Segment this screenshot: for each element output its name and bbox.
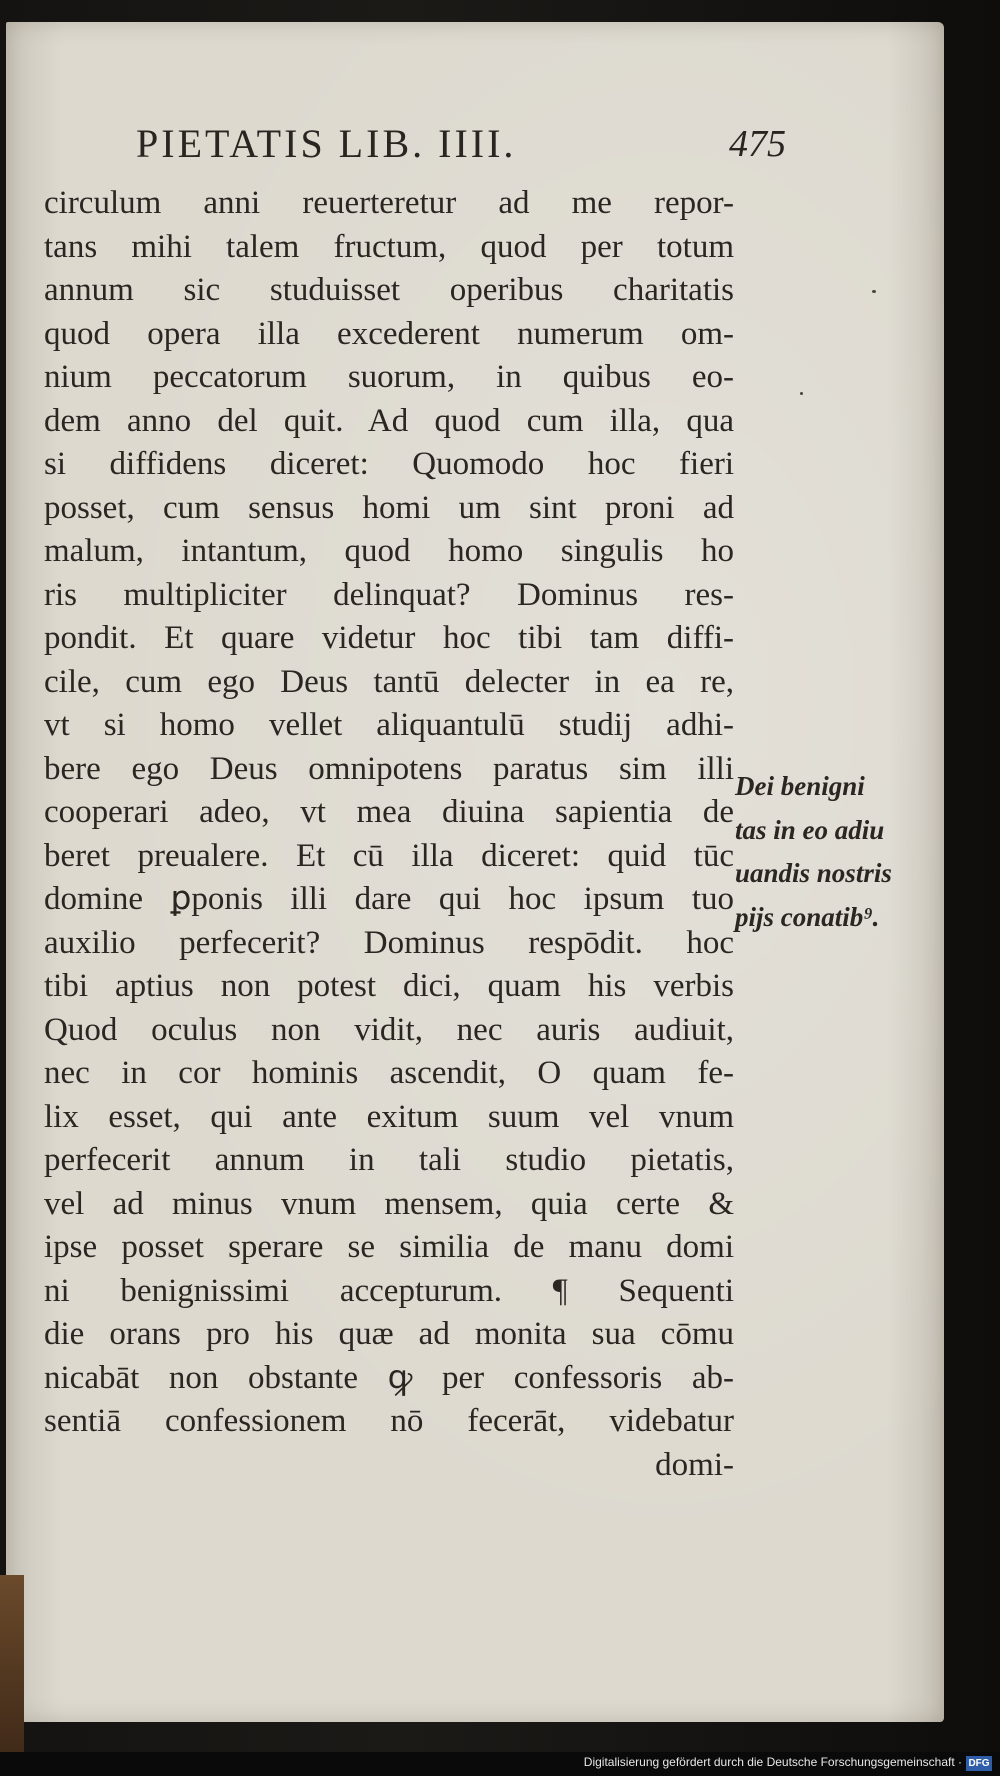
text-line: pondit. Et quare videtur hoc tibi tam diffi- — [44, 620, 734, 656]
marginal-note-line: uandis nostris — [735, 858, 892, 888]
text-line: posset, cum sensus homi um sint proni ad — [44, 489, 734, 526]
text-line: dem anno del quit. Ad quod cum illa, qua — [44, 402, 734, 439]
text-line: quod opera illa excederent numerum om- — [44, 315, 734, 352]
text-line: malum, intantum, quod homo singulis ho — [44, 533, 734, 569]
text-line: beret preualere. Et cū illa diceret: quid tūc — [44, 837, 734, 874]
marginal-note-line: tas in eo adiu — [735, 814, 885, 845]
text-line: ni benignissimi accepturum. ¶ Sequenti — [44, 1272, 734, 1309]
text-line: vt si homo vellet aliquantulū studij adhi- — [44, 707, 734, 743]
ink-speck — [872, 290, 876, 293]
running-head: PIETATIS LIB. IIII. — [136, 121, 517, 166]
text-line: ipse posset sperare se similia de manu domi — [44, 1229, 734, 1265]
text-line: die orans pro his quæ ad monita sua cōmu — [44, 1316, 734, 1352]
text-line: ris multipliciter delinquat? Dominus res- — [44, 576, 734, 613]
dfg-logo: DFG — [966, 1756, 992, 1771]
text-line: perfecerit annum in tali studio pietatis, — [44, 1142, 734, 1178]
text-line: lix esset, qui ante exitum suum vel vnum — [44, 1098, 734, 1135]
text-line: bere ego Deus omnipotens paratus sim illi — [44, 750, 734, 787]
text-line: annum sic studuisset operibus charitatis — [44, 272, 734, 308]
catchword: domi- — [655, 1446, 734, 1483]
text-line: tans mihi talem fructum, quod per totum — [44, 228, 734, 265]
text-line: cile, cum ego Deus tantū delecter in ea re, — [44, 663, 734, 700]
text-line: circulum anni reuerteretur ad me repor- — [44, 185, 734, 221]
text-line: auxilio perfecerit? Dominus respōdit. hoc — [44, 924, 734, 961]
text-line: nicabāt non obstante ꝙ per confessoris ab- — [44, 1359, 734, 1396]
text-line: sentiā confessionem nō fecerāt, videbatur — [44, 1403, 734, 1439]
main-text-block — [44, 182, 734, 1487]
marginal-note-line: Dei benigni — [735, 771, 865, 801]
text-line: Quod oculus non vidit, nec auris audiuit, — [44, 1011, 734, 1048]
marginal-note — [735, 765, 940, 939]
digitization-footer — [0, 1752, 1000, 1776]
text-line: tibi aptius non potest dici, quam his verbis — [44, 968, 734, 1004]
text-line: domine ꝑponis illi dare qui hoc ipsum tuo — [44, 881, 734, 917]
text-line: nec in cor hominis ascendit, O quam fe- — [44, 1055, 734, 1091]
funding-credit: Digitalisierung gefördert durch die Deutsche Forschungsgemeinschaft · — [583, 1755, 962, 1769]
ink-speck — [800, 392, 803, 395]
text-line: nium peccatorum suorum, in quibus eo- — [44, 359, 734, 395]
text-line: vel ad minus vnum mensem, quia certe & — [44, 1185, 734, 1222]
marginal-note-line: pijs conatib⁹. — [735, 901, 880, 932]
text-line: si diffidens diceret: Quomodo hoc fieri — [44, 446, 734, 482]
page-header — [136, 120, 786, 176]
text-line: cooperari adeo, vt mea diuina sapientia de — [44, 794, 734, 830]
page-number: 475 — [729, 123, 786, 165]
book-edge — [0, 1575, 24, 1776]
